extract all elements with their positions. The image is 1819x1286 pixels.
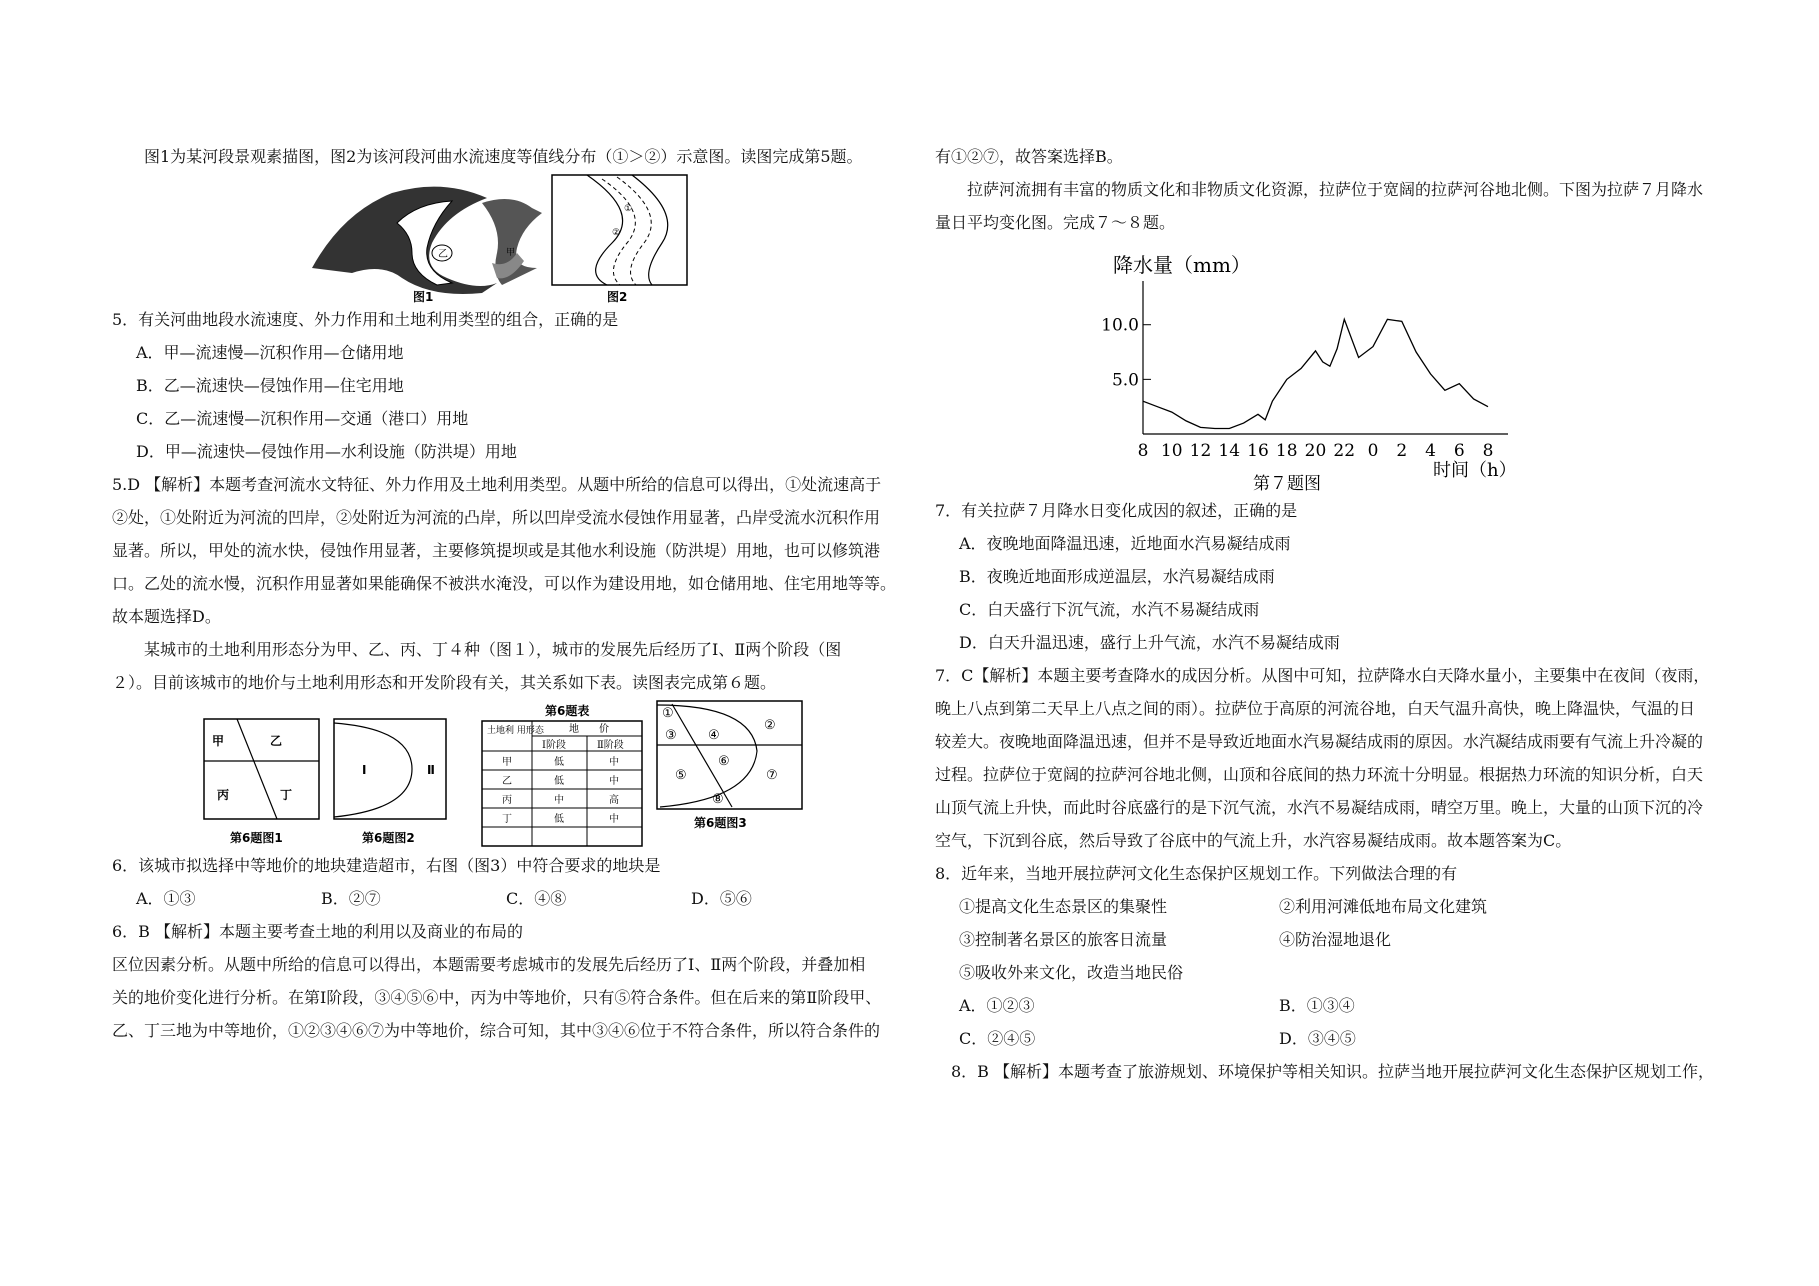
q7-intro: 拉萨河流拥有丰富的物质文化和非物质文化资源，拉萨位于宽阔的拉萨河谷地北侧。下图为拉萨７月降水: [967, 180, 1704, 199]
fig6-1-jia: 甲: [212, 734, 225, 748]
fig6-table-title: 第6题表: [545, 704, 590, 718]
x-tick-label: 0: [1367, 441, 1379, 461]
fig6-caption-1: 第6题图1: [230, 831, 283, 845]
table-cell: 低: [554, 814, 564, 825]
q6-option-b: B．②⑦: [321, 889, 381, 908]
q7-stem: 7．有关拉萨７月降水日变化成因的叙述，正确的是: [935, 501, 1298, 520]
fig6-2: [334, 719, 446, 845]
a7-line: 山顶气流上升快，而此时谷底盛行的是下沉气流，水汽不易凝结成雨，晴空万里。晚上，大量的山顶下沉的冷: [935, 798, 1704, 817]
q8-item-3: ③控制著名景区的旅客日流量: [959, 930, 1168, 949]
table-cell: 中: [609, 814, 619, 825]
q8-option-d: D．③④⑤: [1279, 1029, 1356, 1048]
fig6-1: [204, 719, 319, 845]
table-cell: 中: [554, 795, 564, 806]
y-tick-label: 10.0: [1101, 315, 1139, 336]
table-cell: 低: [554, 757, 564, 768]
a5-line: 口。乙处的流水慢，沉积作用显著如果能确保不被洪水淹没，可以作为建设用地，如仓储用地、住宅用地等等。: [112, 574, 897, 593]
q5-figure: [112, 173, 912, 303]
region-8: ⑧: [712, 792, 724, 807]
x-tick-label: 8: [1482, 441, 1494, 461]
fig6-2-stage2: Ⅱ: [427, 763, 435, 777]
river-sketch: [312, 187, 542, 303]
q6-options: [112, 882, 912, 915]
table-cell: 丙: [502, 795, 512, 806]
q6-option-c: C．④⑧: [506, 889, 567, 908]
y-tick-label: 5.0: [1111, 370, 1139, 391]
a5-line: 显著。所以，甲处的流水快，侵蚀作用显著，主要修筑提坝或是其他水利设施（防洪堤）用地，也可以修筑港: [112, 541, 881, 560]
q8-items-row: [935, 890, 1725, 923]
table-head-stage1: Ⅰ阶段: [542, 740, 566, 751]
table-head-price: 地 价: [569, 724, 609, 735]
q8-item-4: ④防治湿地退化: [1279, 930, 1392, 949]
q8-option-c: C．②④⑤: [959, 1029, 1036, 1048]
svg-text:①: ①: [624, 204, 633, 214]
fig6-1-yi: 乙: [270, 734, 283, 748]
q7-option-d: D．白天升温迅速，盛行上升气流，水汽不易凝结成雨: [959, 633, 1340, 652]
q6-stem: 6．该城市拟选择中等地价的地块建造超市，右图（图3）中符合要求的地块是: [112, 856, 661, 875]
q8-item-2: ②利用河滩低地布局文化建筑: [1279, 897, 1488, 916]
x-tick-label: 14: [1218, 441, 1241, 461]
fig5-label-yi: 乙: [438, 249, 448, 260]
a6-line: 6．B 【解析】本题主要考查土地的利用以及商业的布局的: [112, 922, 524, 941]
x-tick-label: 22: [1333, 441, 1356, 461]
table-cell: 甲: [502, 757, 512, 768]
q8-options-row: [935, 1022, 1725, 1055]
fig6-table: [482, 703, 642, 846]
precipitation-line: [1143, 319, 1488, 428]
fig6-caption-2: 第6题图2: [362, 831, 415, 845]
fig5-caption-1: 图1: [413, 290, 434, 303]
region-6: ⑥: [718, 754, 730, 769]
x-tick-label: 10: [1160, 441, 1183, 461]
region-4: ④: [708, 728, 720, 743]
x-tick-label: 4: [1425, 441, 1436, 461]
q6-figure: [112, 699, 912, 849]
q5-option-b: B．乙—流速快—侵蚀作用—住宅用地: [136, 376, 404, 395]
table-cell: 低: [554, 776, 564, 787]
a6-line: 区位因素分析。从题中所给的信息可以得出，本题需要考虑城市的发展先后经历了Ⅰ、Ⅱ两个阶段，并叠加相: [112, 955, 866, 974]
table-cell: 高: [609, 795, 619, 806]
a6-line: 乙、丁三地为中等地价，①②③④⑥⑦为中等地价，综合可知，其中③④⑥位于不符合条件，所以符合条件的: [112, 1021, 881, 1040]
x-tick-label: 2: [1396, 441, 1408, 461]
q8-option-b: B．①③④: [1279, 996, 1355, 1015]
fig6-1-bing: 丙: [217, 788, 230, 802]
q7-option-b: B．夜晚近地面形成逆温层，水汽易凝结成雨: [959, 567, 1275, 586]
region-5: ⑤: [675, 768, 687, 783]
chart-xlabel: 时间（h）: [1433, 460, 1517, 481]
a7-line: 7．C【解析】本题主要考查降水的成因分析。从图中可知，拉萨降水白天降水量小，主要集中在夜间（夜雨，: [935, 666, 1710, 685]
left-column: [112, 140, 912, 1047]
a7-line: 过程。拉萨位于宽阔的拉萨河谷地北侧，山顶和谷底间的热力环流十分明显。根据热力环流的知识分析，白天: [935, 765, 1704, 784]
q6-option-a: A．①③: [136, 889, 196, 908]
river-figures: [112, 173, 912, 303]
x-tick-label: 20: [1304, 441, 1327, 461]
q5-stem: 5．有关河曲地段水流速度、外力作用和土地利用类型的组合，正确的是: [112, 310, 619, 329]
x-tick-label: 6: [1453, 441, 1465, 461]
a7-line: 空气，下沉到谷底，然后导致了谷底中的气流上升，水汽容易凝结成雨。故本题答案为C。: [935, 831, 1572, 850]
fig6-2-stage1: Ⅰ: [362, 763, 367, 777]
region-1: ①: [662, 706, 674, 721]
q7-intro: 量日平均变化图。完成７～８题。: [935, 213, 1176, 232]
svg-text:②: ②: [612, 228, 621, 238]
table-cell: 乙: [502, 776, 512, 787]
region-3: ③: [665, 728, 677, 743]
q5-option-c: C．乙—流速慢—沉积作用—交通（港口）用地: [136, 409, 469, 428]
a8-line: 8．B 【解析】本题考查了旅游规划、环境保护等相关知识。拉萨当地开展拉萨河文化生态保护区规划工作，: [951, 1062, 1715, 1081]
q7-chart: [935, 239, 1725, 494]
q8-item-1: ①提高文化生态景区的集聚性: [959, 897, 1168, 916]
q6-intro: 某城市的土地利用形态分为甲、乙、丙、丁４种（图１），城市的发展先后经历了Ⅰ、Ⅱ两个阶段（图: [144, 640, 842, 659]
river-isoline-figure: [552, 175, 687, 303]
chart-caption: 第７题图: [1253, 474, 1321, 494]
table-head-landuse: 土地利 用形态: [487, 726, 544, 736]
q6-option-d: D．⑤⑥: [691, 889, 752, 908]
fig6-3: [657, 701, 802, 830]
a7-line: 较差大。夜晚地面降温迅速，但并不是导致近地面水汽易凝结成雨的原因。水汽凝结成雨要有气流上升冷凝的: [935, 732, 1704, 751]
a6-end: 有①②⑦，故答案选择B。: [935, 147, 1123, 166]
q8-items-row: [935, 923, 1725, 956]
table-cell: 中: [609, 757, 619, 768]
q5-option-a: A．甲—流速慢—沉积作用—仓储用地: [136, 343, 404, 362]
fig5-caption-2: 图2: [607, 290, 628, 303]
q6-intro: ２）。目前该城市的地价与土地利用形态和开发阶段有关，其关系如下表。读图表完成第６题。: [112, 673, 777, 692]
x-tick-label: 16: [1247, 441, 1269, 461]
right-column: [935, 140, 1725, 1088]
fig6-caption-3: 第6题图3: [694, 816, 747, 830]
q8-option-a: A．①②③: [959, 996, 1035, 1015]
chart-ylabel: 降水量（mm）: [1113, 253, 1251, 277]
a7-line: 晚上八点到第二天早上八点之间的雨）。拉萨位于高原的河流谷地，白天气温升高快，晚上降温快，气温的日: [935, 699, 1696, 718]
table-head-stage2: Ⅱ阶段: [597, 740, 624, 751]
q5-intro: 图1为某河段景观素描图，图2为该河段河曲水流速度等值线分布（①＞②）示意图。读图完成第5题。: [144, 147, 863, 166]
precipitation-chart: [935, 239, 1725, 494]
table-cell: 中: [609, 776, 619, 787]
region-2: ②: [764, 718, 776, 733]
q7-option-c: C．白天盛行下沉气流，水汽不易凝结成雨: [959, 600, 1260, 619]
fig6-1-ding: 丁: [280, 788, 293, 802]
x-tick-label: 12: [1189, 441, 1212, 461]
q7-option-a: A．夜晚地面降温迅速，近地面水汽易凝结成雨: [959, 534, 1291, 553]
table-cell: 丁: [502, 814, 512, 825]
a5-line: ②处，①处附近为河流的凹岸，②处附近为河流的凸岸，所以凹岸受流水侵蚀作用显著，凸岸受流水沉积作用: [112, 508, 881, 527]
x-ticks: [1138, 441, 1494, 461]
x-tick-label: 8: [1137, 441, 1149, 461]
region-7: ⑦: [766, 768, 778, 783]
land-use-figures: [112, 699, 912, 849]
q8-item-5: ⑤吸收外来文化，改造当地民俗: [959, 963, 1184, 982]
q8-options-row: [935, 989, 1725, 1022]
fig5-label-jia: 甲: [506, 248, 516, 258]
q5-option-d: D．甲—流速快—侵蚀作用—水利设施（防洪堤）用地: [136, 442, 517, 461]
x-tick-label: 18: [1275, 441, 1298, 461]
a5-line: 故本题选择D。: [112, 607, 221, 626]
a5-line: 5.D 【解析】本题考查河流水文特征、外力作用及土地利用类型。从题中所给的信息可以得出，①处流速高于: [112, 475, 882, 494]
q8-stem: 8．近年来，当地开展拉萨河文化生态保护区规划工作。下列做法合理的有: [935, 864, 1458, 883]
a6-line: 关的地价变化进行分析。在第Ⅰ阶段，③④⑤⑥中，丙为中等地价，只有⑤符合条件。但在后来的第Ⅱ阶段甲、: [112, 988, 882, 1007]
